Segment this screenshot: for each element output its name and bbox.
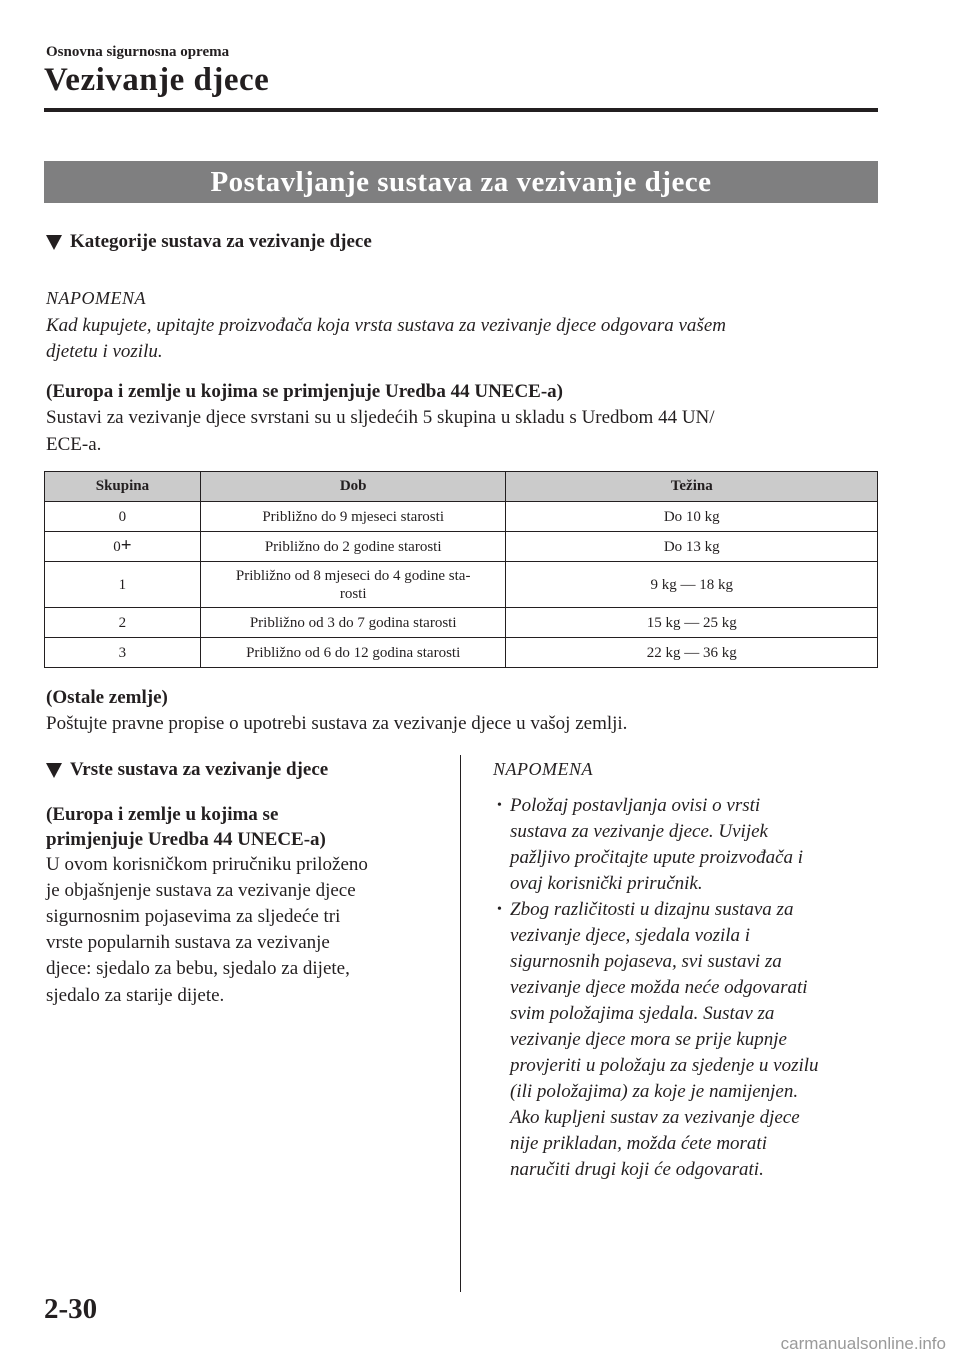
- note-line-1: Kad kupujete, upitajte proizvođača koja vrsta sustava za vezivanje djece odgovara vašem: [46, 315, 726, 336]
- bullet-line: provjeriti u položaju za sjedenje u vozilu: [510, 1055, 819, 1076]
- table-cell-group: 2: [45, 608, 201, 638]
- other-text: Poštujte pravne propise o upotrebi sustava za vezivanje djece u vašoj zemlji.: [46, 713, 628, 734]
- table-row: [45, 638, 878, 668]
- triangle-down-icon: [46, 763, 62, 778]
- table-cell-age-line-2: rosti: [339, 585, 367, 602]
- table-row: [45, 562, 878, 608]
- europe-line-1: Sustavi za vezivanje djece svrstani su u sljedećih 5 skupina u skladu s Uredbom 44 UN/: [46, 407, 715, 428]
- table-cell-age: Približno od 3 do 7 godina starosti: [200, 608, 506, 638]
- bullet-icon: •: [497, 902, 502, 917]
- table-header-row: [45, 472, 878, 502]
- page-title: Vezivanje djece: [44, 62, 270, 98]
- list-item: [493, 897, 883, 1183]
- header-divider: [44, 108, 878, 112]
- section-banner: Postavljanje sustava za vezivanje djece: [44, 161, 878, 203]
- types-body-line: sjedalo za starije dijete.: [46, 985, 225, 1006]
- bullet-line: Položaj postavljanja ovisi o vrsti: [510, 795, 761, 816]
- plus-icon: +: [120, 534, 132, 556]
- bullet-icon: •: [497, 798, 502, 813]
- table-cell-weight: Do 10 kg: [506, 502, 878, 532]
- table-header-group: Skupina: [45, 472, 201, 502]
- table-cell-weight: 15 kg — 25 kg: [506, 608, 878, 638]
- bullet-line: nije prikladan, možda ćete morati: [510, 1133, 767, 1154]
- section-label: Osnovna sigurnosna oprema: [46, 44, 230, 60]
- types-body-line: U ovom korisničkom priručniku priloženo: [46, 854, 368, 875]
- watermark: carmanualsonline.info: [780, 1334, 946, 1353]
- bullet-line: sigurnosnih pojaseva, svi sustavi za: [510, 951, 782, 972]
- europe-line-2: ECE-a.: [46, 434, 102, 455]
- bullet-line: (ili položajima) za koje je namijenjen.: [510, 1081, 799, 1102]
- table-row: [45, 532, 878, 562]
- types-europe-heading-2: primjenjuje Uredba 44 UNECE-a): [46, 829, 326, 850]
- bullet-line: ovaj korisnički priručnik.: [510, 873, 703, 894]
- note-line-2: djetetu i vozilu.: [46, 341, 163, 362]
- bullet-line: sustava za vezivanje djece. Uvijek: [510, 821, 768, 842]
- bullet-line: vezivanje djece možda neće odgovarati: [510, 977, 808, 998]
- table-cell-age: [200, 562, 506, 608]
- table-cell-age: Približno do 2 godine starosti: [200, 532, 506, 562]
- table-cell-group: [45, 532, 201, 562]
- list-item: [493, 793, 883, 897]
- bullet-line: Zbog različitosti u dizajnu sustava za: [510, 899, 794, 920]
- types-body-line: sigurnosnim pojasevima za sljedeće tri: [46, 906, 341, 927]
- table-cell-age-line-1: Približno od 8 mjeseci do 4 godine sta-: [235, 567, 471, 584]
- triangle-down-icon: [46, 235, 62, 250]
- table-header-weight: Težina: [506, 472, 878, 502]
- types-heading-text: Vrste sustava za vezivanje djece: [70, 759, 329, 780]
- table-cell-group: 3: [45, 638, 201, 668]
- table-cell-group: 1: [45, 562, 201, 608]
- note2-bullet-list: [493, 793, 883, 1183]
- europe-heading: (Europa i zemlje u kojima se primjenjuje Uredba 44 UNECE-a): [46, 381, 564, 402]
- table-cell-group: 0: [45, 502, 201, 532]
- table-cell-group-value: 0: [113, 538, 121, 555]
- categories-heading-text: Kategorije sustava za vezivanje djece: [70, 231, 372, 252]
- table-header-age: Dob: [200, 472, 506, 502]
- table-cell-weight: 9 kg — 18 kg: [506, 562, 878, 608]
- types-body-line: vrste popularnih sustava za vezivanje: [46, 932, 330, 953]
- page-number: 2-30: [44, 1293, 98, 1325]
- table-row: [45, 608, 878, 638]
- bullet-line: vezivanje djece mora se prije kupnje: [510, 1029, 787, 1050]
- types-body-line: je objašnjenje sustava za vezivanje djece: [46, 880, 356, 901]
- table-cell-weight: 22 kg — 36 kg: [506, 638, 878, 668]
- bullet-line: pažljivo pročitajte upute proizvođača i: [510, 847, 804, 868]
- table-cell-age: Približno od 6 do 12 godina starosti: [200, 638, 506, 668]
- bullet-line: naručiti drugi koji će odgovarati.: [510, 1159, 764, 1180]
- bullet-line: svim položajima sjedala. Sustav za: [510, 1003, 775, 1024]
- types-europe-heading-1: (Europa i zemlje u kojima se: [46, 804, 279, 825]
- bullet-line: Ako kupljeni sustav za vezivanje djece: [510, 1107, 800, 1128]
- categories-heading: [46, 231, 372, 253]
- types-heading: [46, 759, 328, 781]
- table-cell-age: Približno do 9 mjeseci starosti: [200, 502, 506, 532]
- column-divider: [460, 755, 461, 1292]
- types-body-line: djece: sjedalo za bebu, sjedalo za dijete,: [46, 958, 350, 979]
- bullet-line: vezivanje djece, sjedala vozila i: [510, 925, 751, 946]
- other-heading: (Ostale zemlje): [46, 687, 168, 708]
- note-label: NAPOMENA: [46, 288, 146, 308]
- table-row: [45, 502, 878, 532]
- groups-table: [44, 471, 878, 668]
- note2-label: NAPOMENA: [493, 759, 593, 779]
- table-cell-weight: Do 13 kg: [506, 532, 878, 562]
